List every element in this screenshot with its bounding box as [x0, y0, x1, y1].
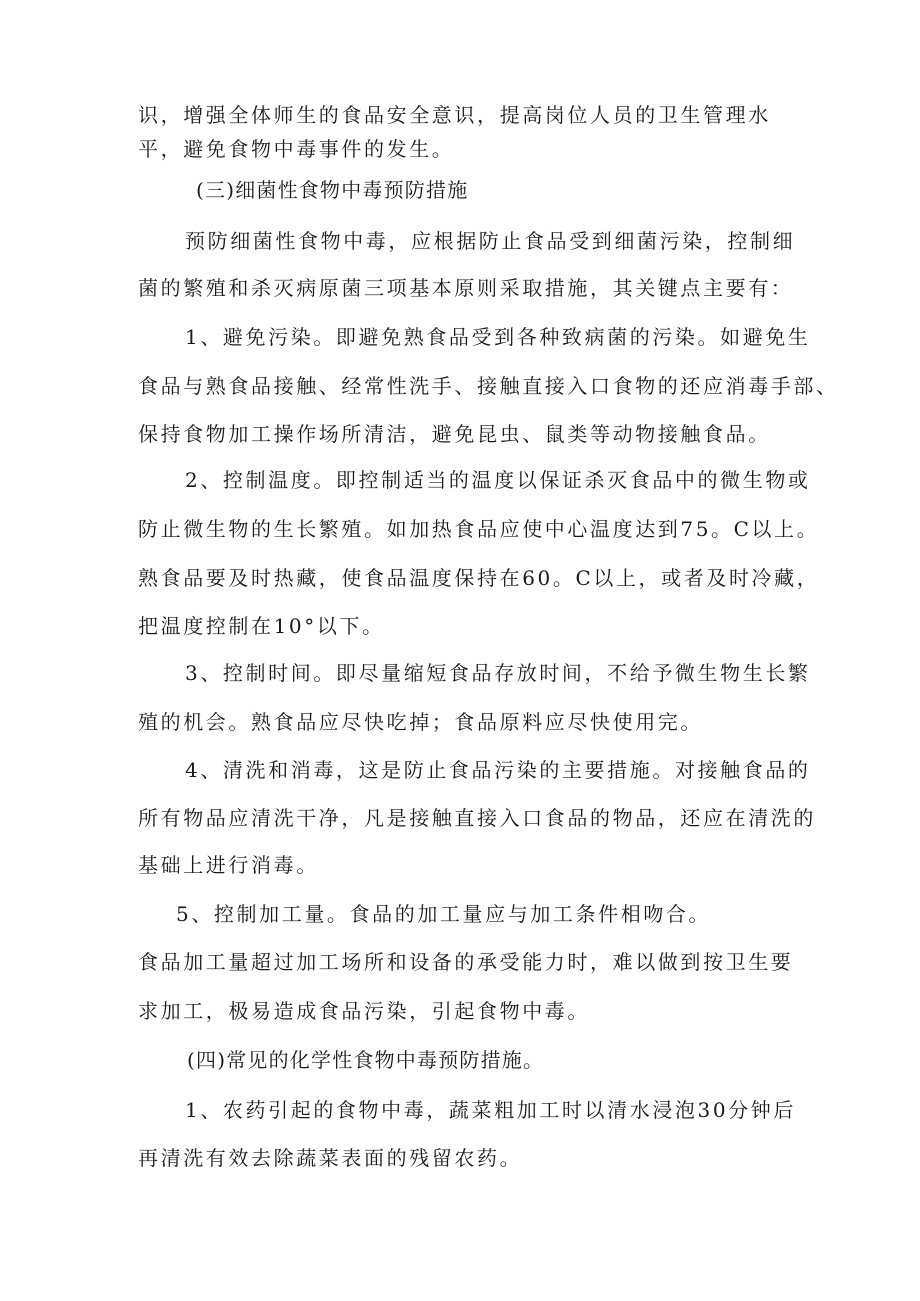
- list-item-2: 2、控制温度。即控制适当的温度以保证杀灭食品中的微生物或: [185, 468, 811, 492]
- section-heading-four: (四)常见的化学性食物中毒预防措施。: [187, 1048, 545, 1072]
- paragraph-line: 把温度控制在10°以下。: [138, 614, 385, 638]
- paragraph-line: 菌的繁殖和杀灭病原菌三项基本原则采取措施，其关键点主要有：: [138, 276, 794, 300]
- list-item-3: 3、控制时间。即尽量缩短食品存放时间，不给予微生物生长繁: [185, 661, 811, 685]
- paragraph-line: 所有物品应清洗干净，凡是接触直接入口食品的物品，还应在清洗的: [138, 806, 816, 830]
- text-line: 识，增强全体师生的食品安全意识，提高岗位人员的卫生管理水: [138, 103, 771, 127]
- list-item-chem-1: 1、农药引起的食物中毒，蔬菜粗加工时以清水浸泡30分钟后: [185, 1098, 796, 1122]
- text-line: 平，避免食物中毒事件的发生。: [138, 137, 455, 161]
- section-heading-three: (三)细菌性食物中毒预防措施: [196, 178, 469, 202]
- paragraph-line: 防止微生物的生长繁殖。如加热食品应使中心温度达到75。C以上。: [138, 517, 820, 541]
- paragraph-line: 求加工，极易造成食品污染，引起食物中毒。: [138, 999, 590, 1023]
- paragraph-line: 再清洗有效去除蔬菜表面的残留农药。: [138, 1146, 523, 1170]
- paragraph-line: 保持食物加工操作场所清洁，避免昆虫、鼠类等动物接触食品。: [138, 422, 771, 446]
- list-item-5: 5、控制加工量。食品的加工量应与加工条件相吻合。: [176, 902, 712, 926]
- paragraph-line: 食品与熟食品接触、经常性洗手、接触直接入口食物的还应消毒手部、: [138, 374, 839, 398]
- paragraph-line: 食品加工量超过加工场所和设备的承受能力时，难以做到按卫生要: [138, 950, 794, 974]
- paragraph-line: 基础上进行消毒。: [138, 853, 319, 877]
- paragraph-line: 熟食品要及时热藏，使食品温度保持在60。C以上，或者及时冷藏，: [138, 566, 820, 590]
- list-item-1: 1、避免污染。即避免熟食品受到各种致病菌的污染。如避免生: [185, 325, 811, 349]
- paragraph-line: 殖的机会。熟食品应尽快吃掉；食品原料应尽快使用完。: [138, 710, 703, 734]
- paragraph-line: 预防细菌性食物中毒，应根据防止食品受到细菌污染，控制细: [185, 229, 796, 253]
- list-item-4: 4、清洗和消毒，这是防止食品污染的主要措施。对接触食品的: [185, 758, 811, 782]
